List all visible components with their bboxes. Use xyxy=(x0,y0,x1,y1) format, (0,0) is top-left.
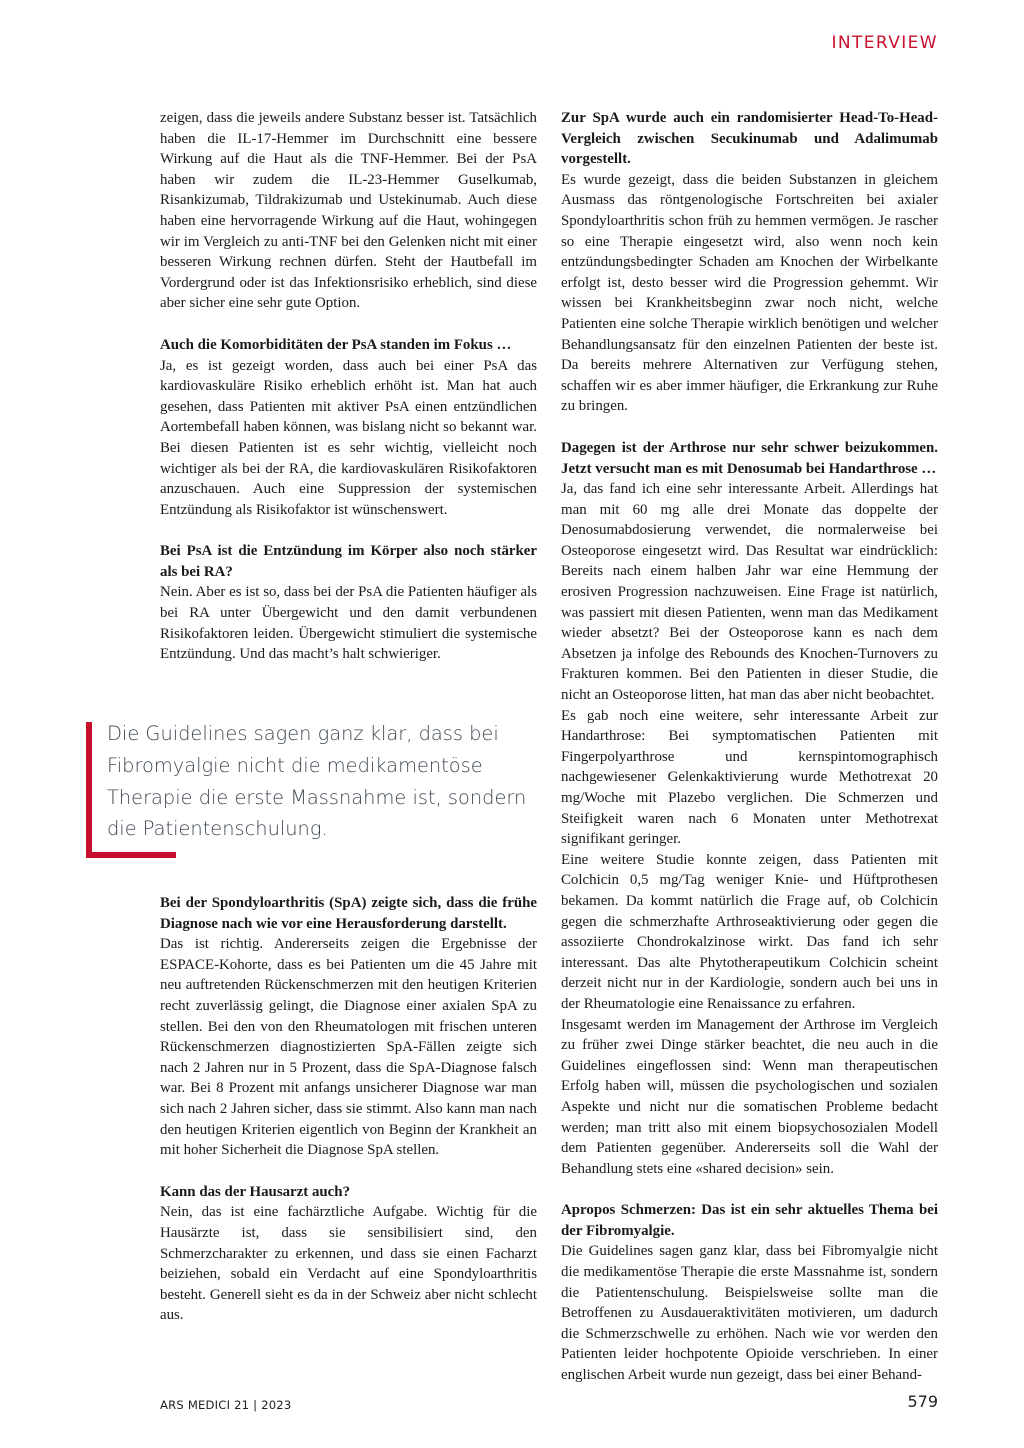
pull-quote xyxy=(86,718,534,858)
answer-paragraph: Nein. Aber es ist so, dass bei der PsA die Patienten häufiger als bei RA unter Übergewicht und den damit verbundenen Risikofaktoren leiden. Übergewicht stimuliert die systemische Entzündung. Und das macht’s halt schwieriger. xyxy=(160,584,537,663)
section-label: INTERVIEW xyxy=(831,33,938,53)
footer-page-number: 579 xyxy=(907,1392,938,1411)
article-column-left-bottom xyxy=(160,893,537,1326)
answer-paragraph: Insgesamt werden im Management der Arthrose im Vergleich zu früher zwei Dinge stärker beachtet, die neu auch in die Guidelines eingeflossen sind: Wenn man therapeutischen Erfolg haben will, müssen die psychologischen und sozialen Aspekte und nicht nur die somatischen Probleme bedacht werden; man tritt also mit einem biopsychosozialen Modell dem Patienten gegenüber. Andererseits soll die Wahl der Behandlung stets eine «shared decision» sein. xyxy=(561,1016,938,1177)
answer-paragraph: Es wurde gezeigt, dass die beiden Substanzen in gleichem Ausmass das röntgenologische Fortschreiten bei axialer Spondyloarthritis schon früh zu hemmen vermögen. Je rascher so eine Therapie eingesetzt wird, also wenn noch kein entzündungsbedingter Schaden am Knochen der Wirbelkante erfolgt ist, desto besser wird die Progression gehemmt. Wir wissen bei Krankheitsbeginn zwar noch nicht, welche Patienten eine solche Therapie wirklich benötigen und welcher Behandlungsansatz für den einzelnen Patienten der beste ist. Da bereits mehrere Alternativen zur Verfügung stehen, schaffen wir es aber immer häufiger, die Erkrankung zur Ruhe zu bringen. xyxy=(561,171,938,415)
answer-paragraph: Nein, das ist eine fachärztliche Aufgabe. Wichtig für die Hausärzte ist, dass sie sensibilisiert sind, den Schmerzcharakter zu erkennen, und dass sie einen Facharzt beiziehen, sobald ein Verdacht auf eine Spondyloarthritis besteht. Generell sieht es da in der Schweiz aber nicht schlecht aus. xyxy=(160,1204,537,1324)
answer-paragraph: Eine weitere Studie konnte zeigen, dass Patienten mit Colchicin 0,5 mg/Tag weniger Knie- und Hüftprothesen bekamen. Da kommt natürlich die Frage auf, ob Colchicin gegen die schmerzhafte Arthroseaktivierung oder gegen die assoziierte Chondrokalzinose wirkt. Das fand ich sehr interessant. Das alte Phytotherapeutikum Colchicin scheint derzeit nicht nur in der Kardiologie, sondern auch bei uns in der Rheumatologie eine Renaissance zu erfahren. xyxy=(561,851,938,1012)
answer-paragraph: zeigen, dass die jeweils andere Substanz besser ist. Tatsächlich haben die IL-17-Hemmer im Durchschnitt eine bessere Wirkung auf die Haut als die TNF-Hemmer. Bei der PsA haben wir zudem die IL-23-Hemmer Guselkumab, Risankizumab, Tildrakizumab und Ustekinumab. Auch diese haben eine hervorragende Wirkung auf die Haut, wohingegen wir im Vergleich zu anti-TNF bei den Gelenken nicht mit einer besseren Wirkung rechnen dürfen. Steht der Hautbefall im Vordergrund oder ist das Infektionsrisiko erheblich, sind diese aber sicher eine sehr gute Option. xyxy=(160,110,537,312)
footer-publication: ARS MEDICI 21 | 2023 xyxy=(160,1398,292,1412)
answer-paragraph: Ja, das fand ich eine sehr interessante Arbeit. Allerdings hat man mit 60 mg alle drei Monate das doppelte der Denosumabdosierung verwendet, die normalerweise bei Osteoporose eingesetzt wird. Das Resultat war eindrücklich: Bereits nach einem halben Jahr war eine Hemmung der erosiven Progression nachzuweisen. Eine Frage ist natürlich, was passiert mit diesen Patienten, wenn man das Medikament wieder absetzt? Bei der Osteoporose kann es nach dem Absetzen ja infolge des Rebounds des Knochen-Turnovers zu Frakturen kommen. Bei den Patienten in dieser Studie, die nicht an Osteoporose litten, hat man das aber nicht beobachtet. xyxy=(561,481,938,704)
pull-quote-bar-horizontal xyxy=(86,852,176,858)
answer-paragraph: Es gab noch eine weitere, sehr interessante Arbeit zur Handarthrose: Bei symptomatischen Patienten mit Fingerpolyarthrose und kernspintomographisch nachgewiesener Gelenkaktivierung wurde Methotrexat 20 mg/Woche mit Plazebo verglichen. Die Schmerzen und Steifigkeit waren nach 6 Monaten unter Methotrexat signifikant geringer. xyxy=(561,707,938,848)
pull-quote-bar-vertical xyxy=(86,722,92,858)
question-heading: Bei PsA ist die Entzündung im Körper also noch stärker als bei RA? xyxy=(160,543,537,580)
article-column-left-top xyxy=(160,108,537,665)
question-heading: Zur SpA wurde auch ein randomisierter Head-To-Head-Vergleich zwischen Secukinumab und Adalimumab vorgestellt. xyxy=(561,110,938,168)
question-heading: Bei der Spondyloarthritis (SpA) zeigte sich, dass die frühe Diagnose nach wie vor eine Herausforderung darstellt. xyxy=(160,895,537,932)
pull-quote-text: Die Guidelines sagen ganz klar, dass bei Fibromyalgie nicht die medikamentöse Therapie die erste Massnahme ist, sondern die Patientenschulung. xyxy=(107,722,527,841)
question-heading: Auch die Komorbiditäten der PsA standen im Fokus … xyxy=(160,336,512,353)
question-heading: Dagegen ist der Arthrose nur sehr schwer beizukommen. Jetzt versucht man es mit Denosumab bei Handarthrose … xyxy=(561,439,938,477)
question-heading: Kann das der Hausarzt auch? xyxy=(160,1183,351,1200)
answer-paragraph: Die Guidelines sagen ganz klar, dass bei Fibromyalgie nicht die medikamentöse Therapie die erste Massnahme ist, sondern die Patientenschulung. Beispielsweise sollte man die Betroffenen zu Ausdaueraktivitäten motivieren, um dadurch die Schmerzschwelle zu erhöhen. Nach wie vor werden den Patienten leider hochpotente Opioide verschrieben. In einer englischen Arbeit wurde nun gezeigt, dass bei einer Behand- xyxy=(561,1243,938,1384)
answer-paragraph: Ja, es ist gezeigt worden, dass auch bei einer PsA das kardiovaskuläre Risiko erheblich erhöht ist. Man hat auch gesehen, dass Patienten mit aktiver PsA einen entzündlichen Aortembefall haben können, was bislang nicht so bekannt war. Bei diesen Patienten ist es sehr wichtig, vielleicht noch wichtiger als bei der RA, die kardiovaskulären Risikofaktoren anzuschauen. Auch eine Suppression der systemischen Entzündung als Risikofaktor ist wünschenswert. xyxy=(160,357,537,518)
article-column-right xyxy=(561,108,938,1386)
answer-paragraph: Das ist richtig. Andererseits zeigen die Ergebnisse der ESPACE-Kohorte, dass es bei Patienten um die 45 Jahre mit neu auftretenden Rückenschmerzen mit den heutigen Kriterien recht zuverlässig gelingt, die Diagnose einer axialen SpA zu stellen. Bei den von den Rheumatologen mit frischen unteren Rückenschmerzen diagnostizierten SpA-Fällen zeigte sich nach 2 Jahren nur in 5 Prozent, dass die SpA-Diagnose falsch war. Bei 8 Prozent mit anfangs unsicherer Diagnose war man sich nach 2 Jahren sicher, dass sie stimmt. Also kann man nach den heutigen Kriterien eigentlich von Beginn der Krankheit an mit hoher Sicherheit die Diagnose SpA stellen. xyxy=(160,936,537,1159)
question-heading: Apropos Schmerzen: Das ist ein sehr aktuelles Thema bei der Fibromyalgie. xyxy=(561,1202,938,1239)
